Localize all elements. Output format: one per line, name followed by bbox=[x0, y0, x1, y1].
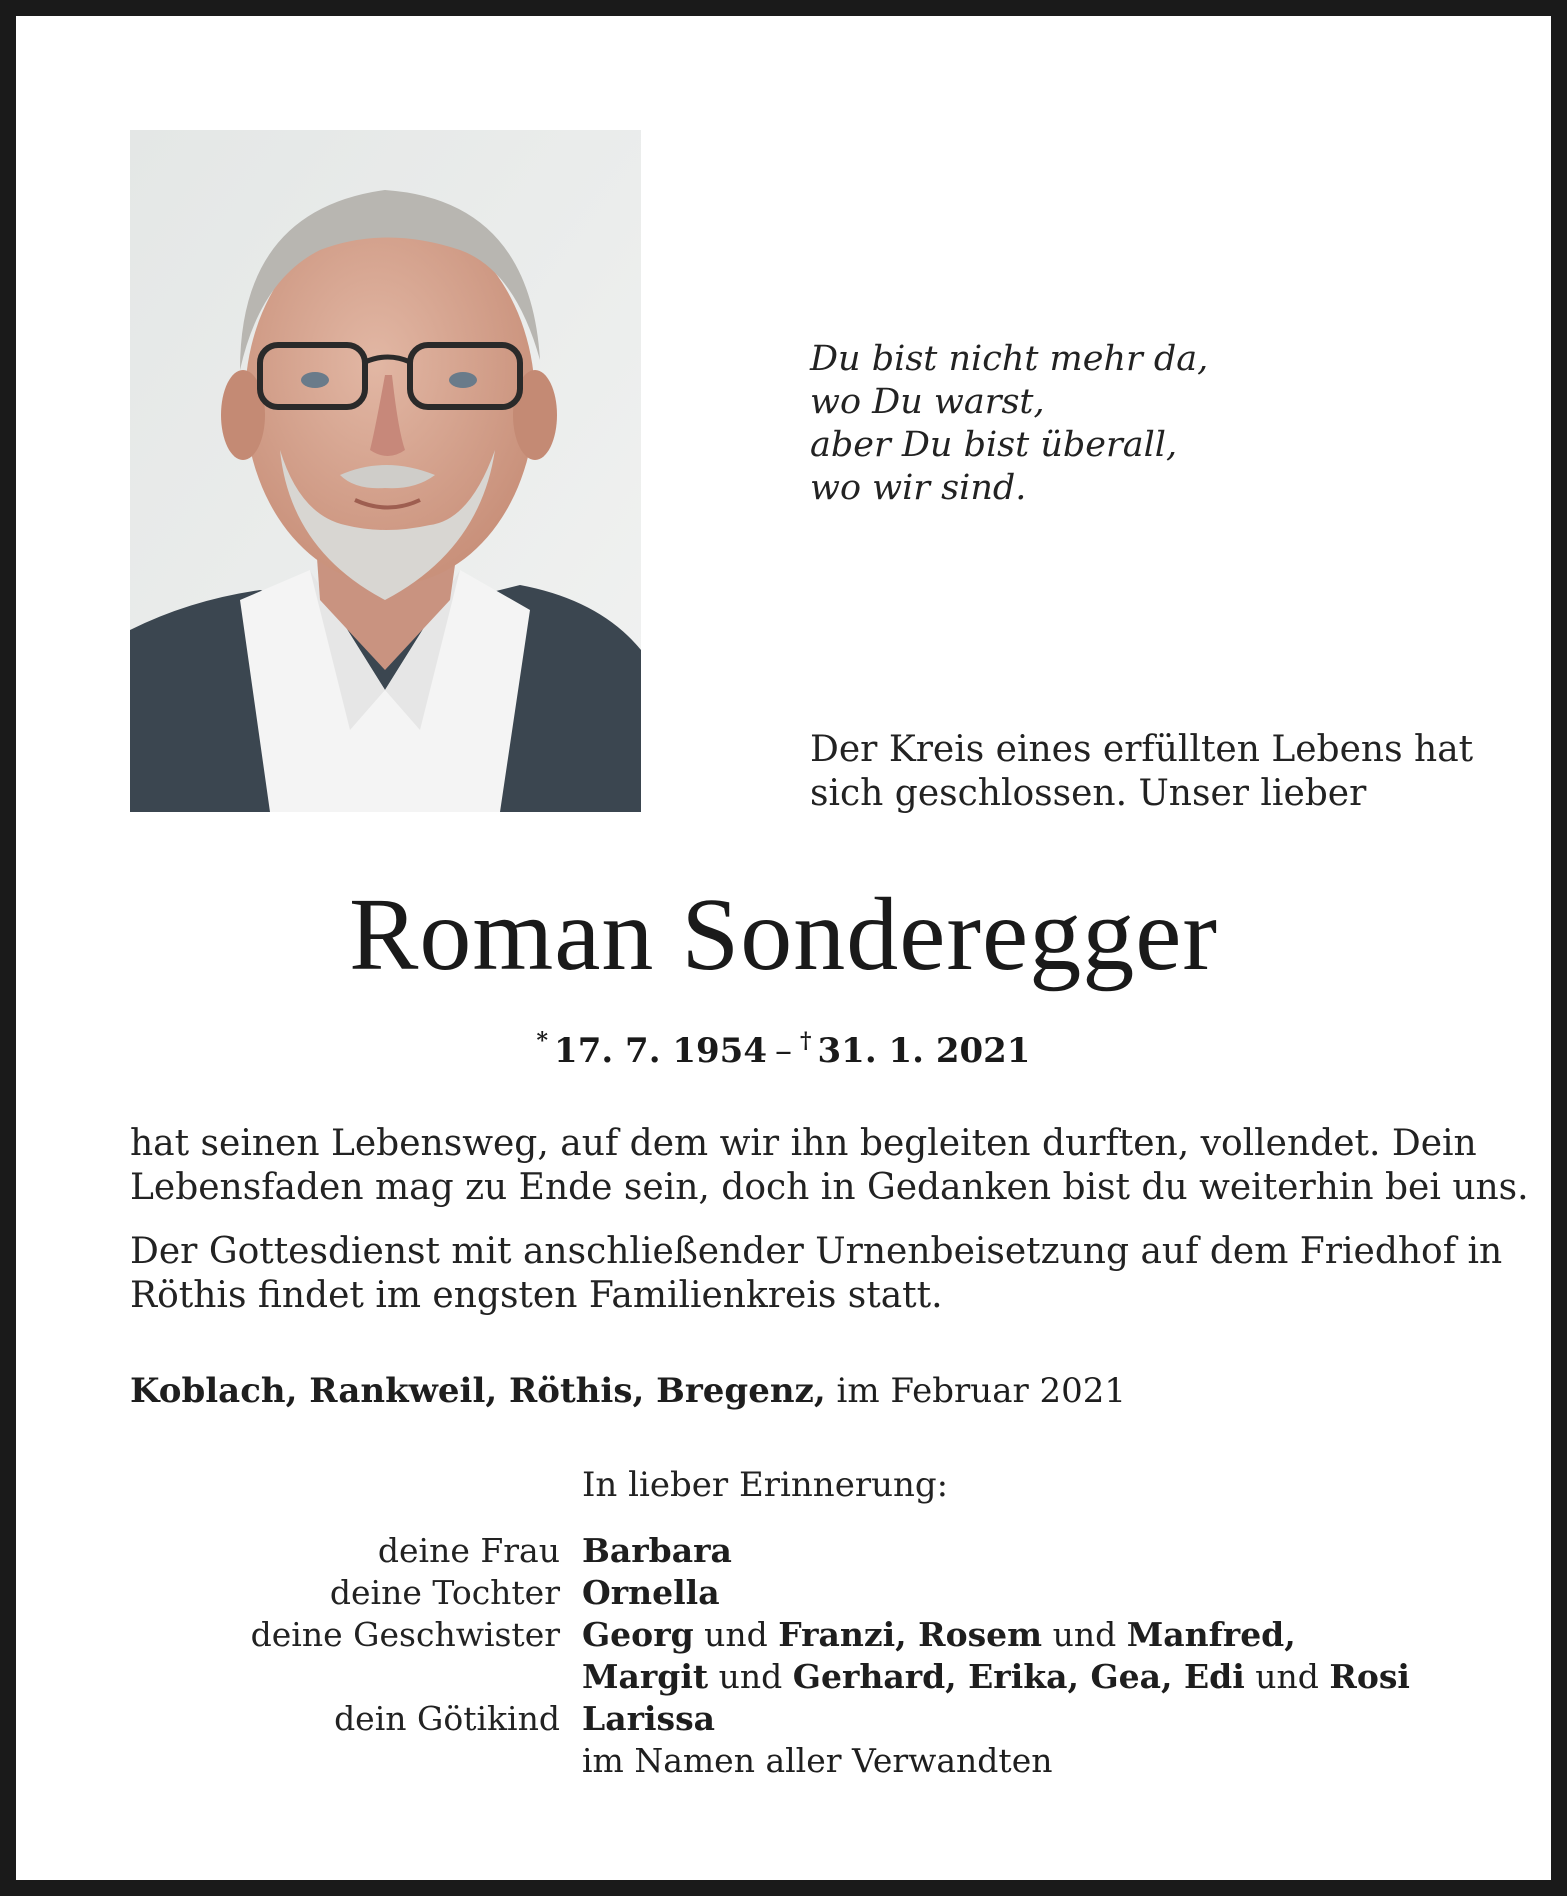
paragraph-line: Lebensfaden mag zu Ende sein, doch in Gedanken bist du weiterhin bei uns. bbox=[130, 1167, 1529, 1208]
conjunction: und bbox=[1244, 1657, 1330, 1696]
poem bbox=[810, 338, 1208, 510]
place-date-line bbox=[130, 1368, 1126, 1414]
wife-name-text: Barbara bbox=[582, 1531, 732, 1570]
death-date: 31. 1. 2021 bbox=[817, 1031, 1031, 1071]
paragraph-lifepath bbox=[130, 1122, 1529, 1210]
death-symbol: † bbox=[800, 1028, 812, 1054]
paragraph-line: Der Gottesdienst mit anschließender Urnenbeisetzung auf dem Friedhof in bbox=[130, 1231, 1503, 1272]
poem-line: Du bist nicht mehr da, bbox=[810, 339, 1209, 379]
siblings-line-1 bbox=[582, 1614, 1296, 1656]
conjunction: und bbox=[1042, 1615, 1127, 1654]
intro-line: sich geschlossen. Unser lieber bbox=[810, 773, 1367, 814]
deceased-name: Roman Sonderegger bbox=[348, 877, 1218, 992]
daughter-name-text: Ornella bbox=[582, 1573, 720, 1612]
portrait-photo bbox=[130, 130, 641, 812]
paragraph-line: Röthis findet im engsten Familienkreis statt. bbox=[130, 1275, 943, 1316]
intro-line: Der Kreis eines erfüllten Lebens hat bbox=[810, 729, 1474, 770]
poem-line: aber Du bist überall, bbox=[810, 425, 1178, 465]
sibling-name: Rosi bbox=[1329, 1657, 1410, 1696]
sibling-name: Georg bbox=[582, 1615, 694, 1654]
date-separator: – bbox=[775, 1031, 792, 1071]
place-names: Koblach, Rankweil, Röthis, Bregenz, bbox=[130, 1371, 826, 1411]
intro-text bbox=[810, 728, 1473, 816]
paragraph-line: hat seinen Lebensweg, auf dem wir ihn begleiten durften, vollendet. Dein bbox=[130, 1123, 1477, 1164]
wife-name bbox=[582, 1530, 732, 1572]
paragraph-service bbox=[130, 1230, 1503, 1318]
daughter-label: deine Tochter bbox=[329, 1573, 560, 1612]
poem-line: wo wir sind. bbox=[810, 468, 1027, 508]
sibling-name: Franzi, Rosem bbox=[778, 1615, 1043, 1654]
conjunction: und bbox=[693, 1615, 779, 1654]
godchild-name-text: Larissa bbox=[582, 1699, 716, 1738]
place-date: im Februar 2021 bbox=[825, 1371, 1127, 1411]
sibling-name: Gerhard, Erika, Gea, Edi bbox=[792, 1657, 1245, 1696]
sibling-name: Manfred, bbox=[1126, 1615, 1296, 1654]
memory-title: In lieber Erinnerung: bbox=[582, 1465, 949, 1505]
daughter-name bbox=[582, 1572, 720, 1614]
siblings-label: deine Geschwister bbox=[250, 1615, 560, 1654]
conjunction: und bbox=[708, 1657, 793, 1696]
poem-line: wo Du warst, bbox=[810, 382, 1045, 422]
wife-label: deine Frau bbox=[377, 1531, 560, 1570]
sibling-name: Margit bbox=[582, 1657, 709, 1696]
godchild-name bbox=[582, 1698, 715, 1740]
life-dates bbox=[0, 1018, 1567, 1074]
siblings-line-2 bbox=[582, 1656, 1410, 1698]
godchild-label: dein Götikind bbox=[334, 1699, 560, 1738]
birth-symbol: * bbox=[536, 1028, 549, 1054]
relatives-line: im Namen aller Verwandten bbox=[582, 1741, 1053, 1780]
birth-date: 17. 7. 1954 bbox=[554, 1031, 767, 1071]
